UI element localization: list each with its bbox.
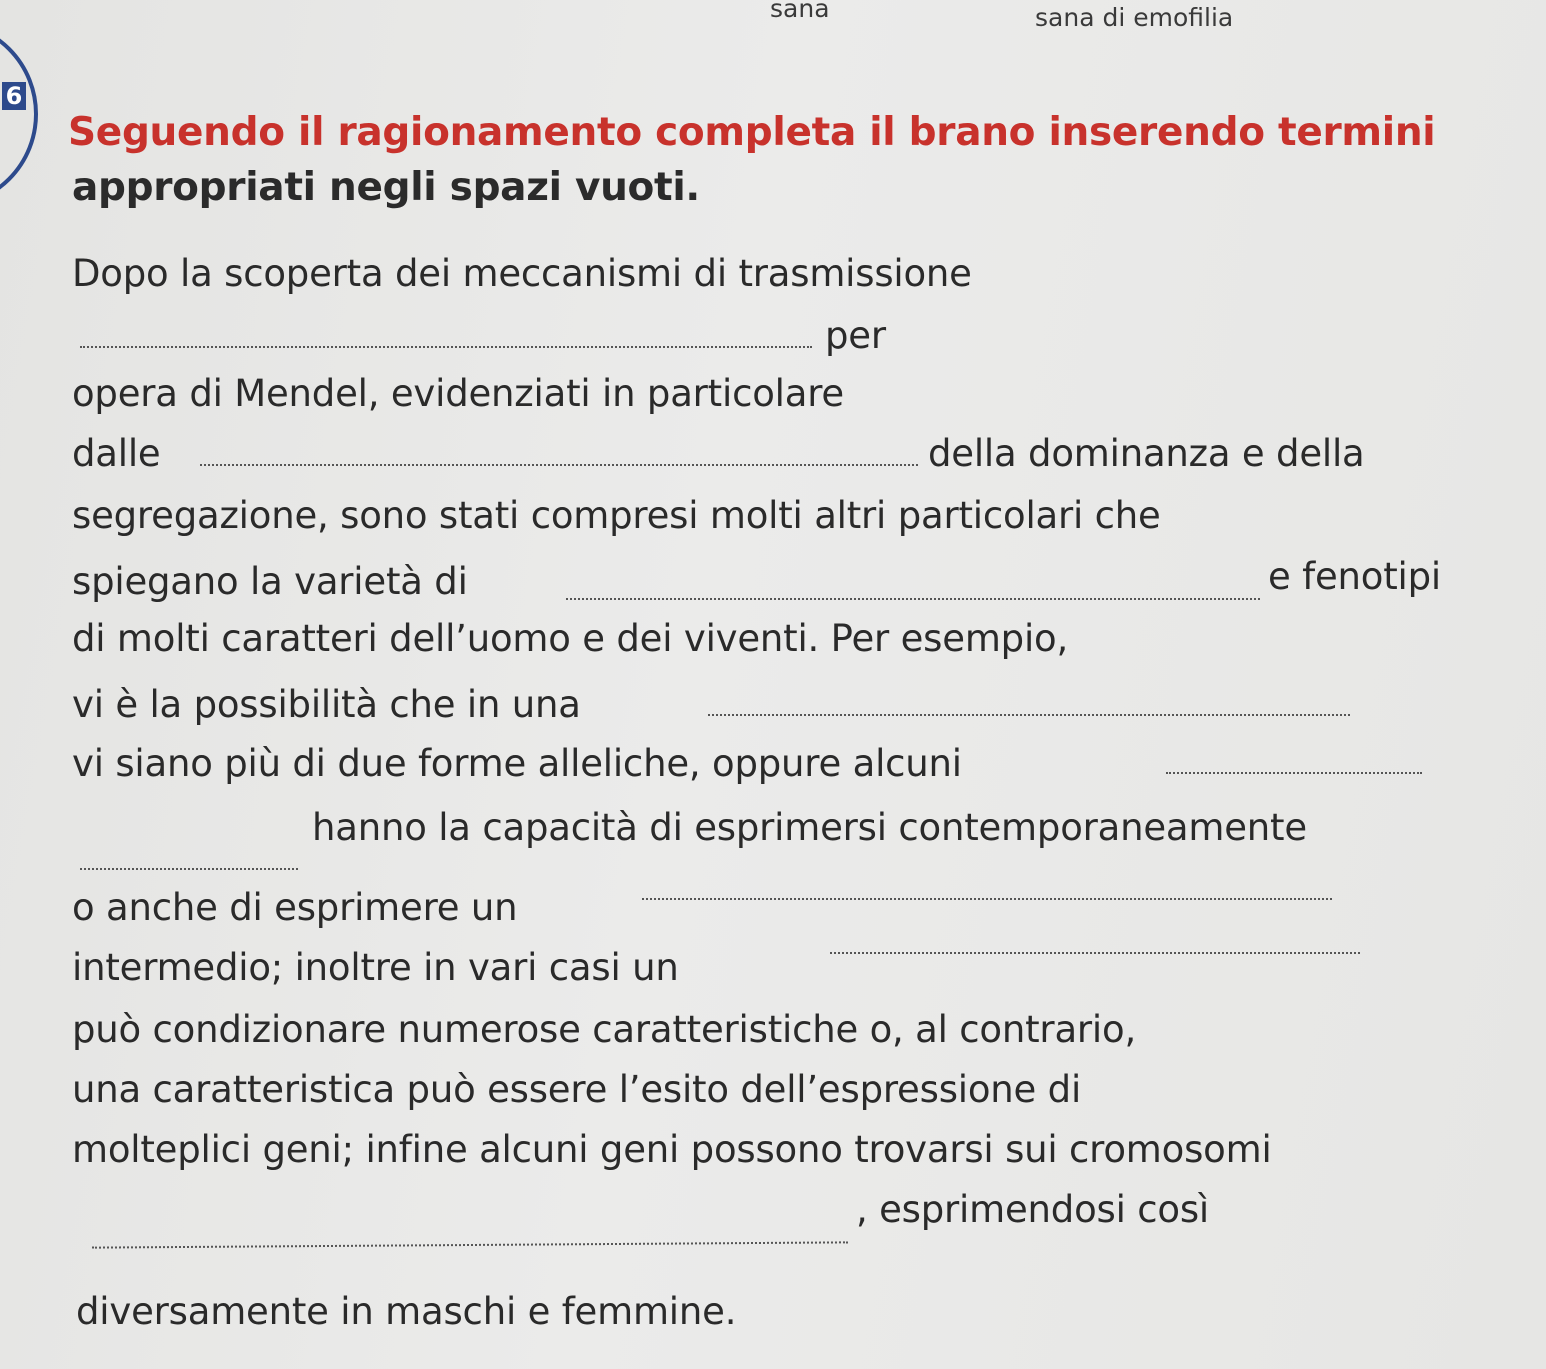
blank-5[interactable] — [1166, 772, 1422, 774]
passage-line-9: vi siano più di due forme alleliche, oppure alcuni — [72, 742, 962, 785]
exercise-circle-decoration — [0, 20, 38, 208]
passage-line-6-start: spiegano la varietà di — [72, 560, 468, 603]
passage-word-per: per — [825, 314, 886, 357]
passage-line-8: vi è la possibilità che in una — [72, 683, 581, 726]
blank-7[interactable] — [642, 898, 1332, 900]
passage-line-13: può condizionare numerose caratteristiche o, al contrario, — [72, 1008, 1137, 1051]
blank-3[interactable] — [566, 598, 1260, 600]
instruction-line-2: appropriati negli spazi vuoti. — [72, 165, 700, 210]
exercise-number-badge: 6 — [2, 82, 26, 110]
passage-word-dalle: dalle — [72, 432, 161, 475]
blank-6[interactable] — [80, 868, 298, 870]
passage-line-16: , esprimendosi così — [856, 1188, 1209, 1231]
instruction-line-1: Seguendo il ragionamento completa il brano inserendo termini — [68, 110, 1436, 155]
blank-1[interactable] — [80, 346, 812, 348]
passage-line-7: di molti caratteri dell’uomo e dei viventi. Per esempio, — [72, 617, 1069, 660]
passage-line-1: Dopo la scoperta dei meccanismi di trasmissione — [72, 252, 972, 295]
header-word-sana: sana — [770, 0, 830, 23]
passage-line-4-end: della dominanza e della — [928, 432, 1365, 475]
passage-line-10: hanno la capacità di esprimersi contemporaneamente — [312, 806, 1307, 849]
passage-line-11: o anche di esprimere un — [72, 886, 518, 929]
blank-2[interactable] — [200, 464, 918, 466]
header-word-sana-di-emofilia: sana di emofilia — [1035, 3, 1234, 32]
passage-line-17: diversamente in maschi e femmine. — [76, 1290, 737, 1333]
passage-line-3: opera di Mendel, evidenziati in particolare — [72, 372, 844, 415]
blank-9[interactable] — [92, 1241, 848, 1248]
blank-8[interactable] — [830, 952, 1360, 954]
passage-line-6-end: e fenotipi — [1268, 555, 1441, 598]
passage-line-12: intermedio; inoltre in vari casi un — [72, 946, 679, 989]
passage-line-15: molteplici geni; infine alcuni geni possono trovarsi sui cromosomi — [72, 1128, 1272, 1171]
blank-4[interactable] — [708, 714, 1350, 716]
passage-line-14: una caratteristica può essere l’esito dell’espressione di — [72, 1068, 1082, 1111]
passage-line-5: segregazione, sono stati compresi molti altri particolari che — [72, 494, 1161, 537]
